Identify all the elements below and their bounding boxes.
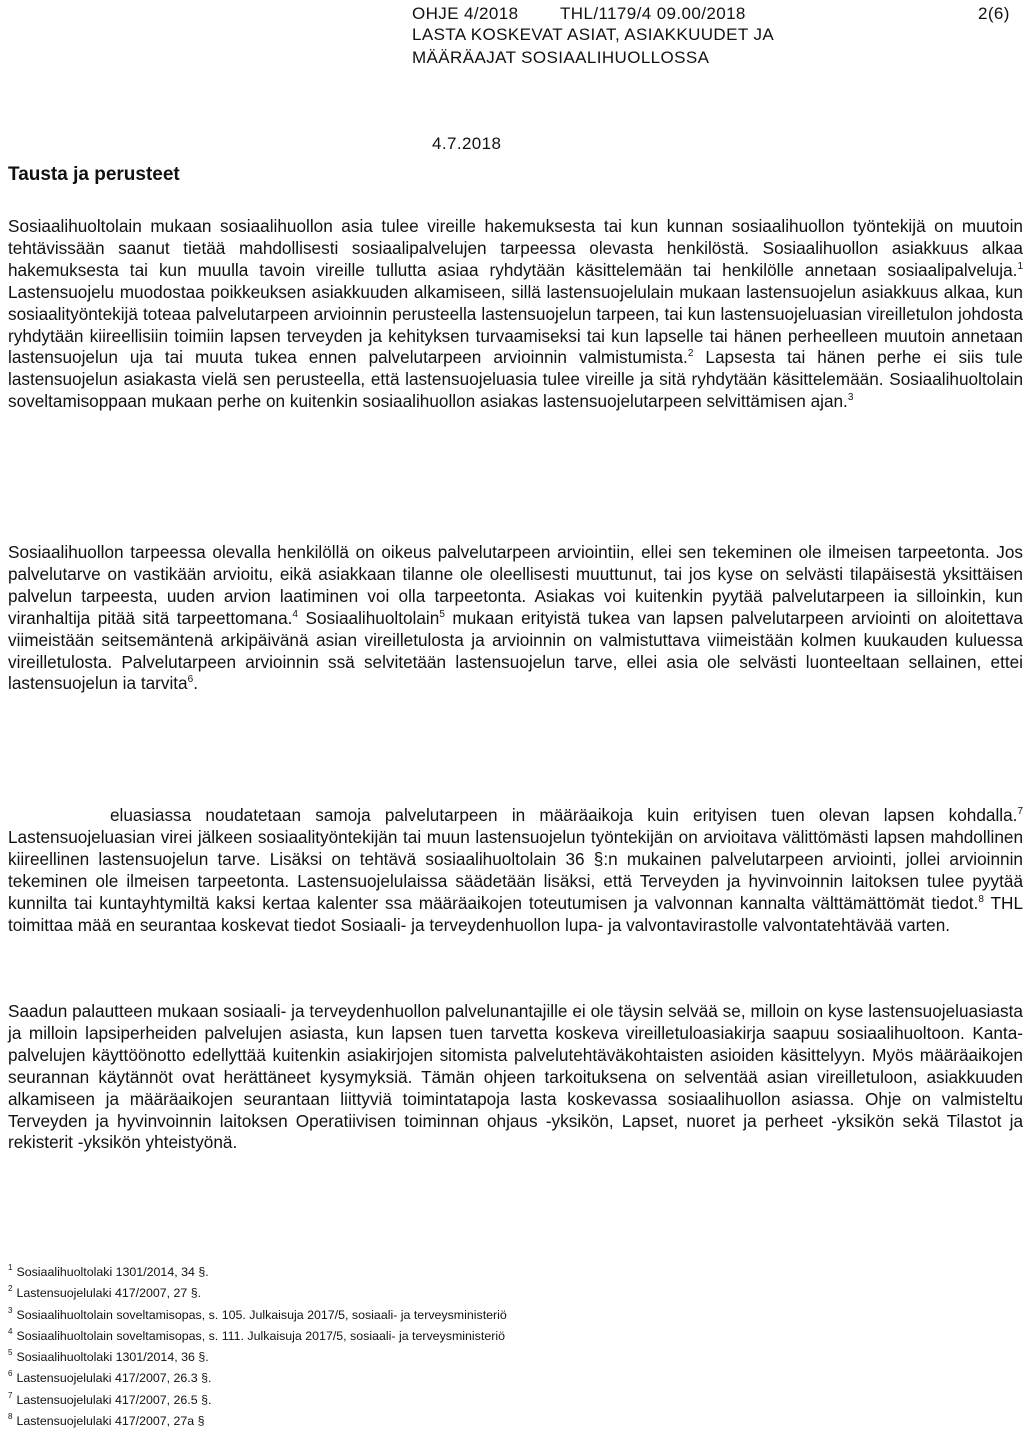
footnote-ref: 2: [687, 348, 694, 360]
doc-title-line2: MÄÄRÄAJAT SOSIAALIHUOLLOSSA: [412, 48, 710, 67]
footnote-number: 1: [8, 1263, 13, 1272]
section-title: Tausta ja perusteet: [8, 164, 180, 185]
footnote: [8, 1411, 507, 1432]
footnotes: [8, 1262, 507, 1432]
footnote-text: Sosiaalihuoltolain soveltamisopas, s. 111. Julkaisuja 2017/5, sosiaali- ja terveysministeriö: [16, 1328, 505, 1343]
footnote-number: 4: [8, 1326, 13, 1336]
footnote-number: 7: [8, 1390, 13, 1400]
header-meta-row: [412, 0, 1024, 23]
footnote: [8, 1262, 507, 1283]
footnote-ref: 5: [439, 608, 445, 620]
footnote-ref: 3: [847, 392, 854, 404]
paragraph-text: Lapsesta tai hänen perhe ei siis tule lastensuojelun asiakasta vielä sen perusteella, että lastensuojeluasia tulee vireille ja sitä ryhdytään käsittelemään. Sosiaalihuoltolain soveltamisoppaan mukaan perhe on kuitenkin sosiaalihuollon asiakas lastensuojelutarpeen selvittämisen ajan.: [8, 347, 1023, 412]
footnote: [8, 1305, 507, 1326]
footnote-text: Lastensuojelulaki 417/2007, 27a §: [16, 1414, 205, 1429]
footnote-ref: 7: [1017, 806, 1023, 817]
paragraph-text: eluasiassa noudatetaan samoja palvelutarpeen in määräaikoja kuin erityisen tuen olevan lapsen kohdalla.: [110, 805, 1018, 825]
paragraph-text: Lastensuojelu muodostaa poikkeuksen asiakkuuden alkamiseen, sillä lastensuojelulain mukaan lastensuojelun asiakkuus alkaa, kun sosiaalityöntekijä toteaa palvelutarpeen arvioinnin perusteella lastensuojelun tarpeen, tai kun lastensuojeluasian vireilletulon johdosta ryhdytään kiireellisiin toimiin lapsen terveyden ja kehityksen turvaamiseksi tai kun lapselle tai hänen perheelleen muutoin annetaan lastensuojelun uja tai muuta tukea ennen palvelutarpeen arvioinnin valmistumista.: [8, 281, 1023, 368]
footnote: [8, 1390, 507, 1411]
doc-title-line1: LASTA KOSKEVAT ASIAT, ASIAKKUUDET JA: [412, 25, 775, 44]
footnote-number: 6: [8, 1369, 13, 1379]
document-header: [412, 0, 1024, 155]
paragraph-text: Saadun palautteen mukaan sosiaali- ja terveydenhuollon palvelunantajille ei ole täysin selvää se, milloin on kyse lastensuojeluasiasta ja milloin lapsiperheiden palvelujen asiasta, kun lapsen tuen tarvetta koskeva vireilletuloasiakirja saapuu sosiaalihuoltoon. Kanta-palvelujen käyttöönotto edellyttää kuitenkin asiakirjojen sitomista palvelutehtäväkohtaisten asioiden käsittelyyn. Myös määräaikojen seurannan käytännöt ovat herättäneet kysymyksiä. Tämän ohjeen tarkoituksena on selventää asian vireilletuloon, asiakkuuden alkamiseen ja määräaikojen seurantaan liittyviä toimintatapoja lasta koskevassa sosiaalihuollon asiassa. Ohje on valmisteltu Terveyden ja hyvinvoinnin laitoksen Operatiivisen toiminnan ohjaus -yksikön, Lapset, nuoret ja perheet -yksikön sekä Tilastot ja rekisterit -yksikön yhteistyönä.: [8, 1001, 1023, 1153]
footnote-text: Lastensuojelulaki 417/2007, 27 §.: [16, 1286, 202, 1301]
footnote: [8, 1368, 507, 1389]
doc-id: OHJE 4/2018: [412, 4, 519, 23]
paragraph-text: Lastensuojeluasian virei jälkeen sosiaalityöntekijän tai muun lastensuojelun työntekijän on arvioitava välittömästi lapsen mahdollinen kiireellinen lastensuojelun tarve. Lisäksi on tehtävä sosiaalihuoltolain 36 §:n mukainen palvelutarpeen arviointi, jollei arvioinnin tekeminen ole ilmeisen tarpeetonta. Lastensuojelulaissa säädetään lisäksi, että Terveyden ja hyvinvoinnin laitoksen tulee pyytää kunnilta tai kuntayhtymiltä kaksi kertaa kalenter ssa määräaikojen toteutumisen ja valvonnan kannalta välttämättömät tiedot.: [8, 826, 1023, 913]
footnote: [8, 1283, 507, 1304]
footnote-ref: 1: [1017, 260, 1023, 272]
page-number: 2(6): [978, 4, 1010, 23]
footnote: [8, 1347, 507, 1368]
footnote-text: Lastensuojelulaki 417/2007, 26.3 §.: [16, 1371, 212, 1386]
paragraph-text: THL toimittaa mää en seurantaa koskevat tiedot Sosiaali- ja terveydenhuollon lupa- ja valvontavirastolle valvontatehtävää varten.: [8, 892, 1024, 935]
footnote-number: 3: [8, 1305, 13, 1315]
paragraph: [8, 216, 1023, 413]
paragraph-text: Sosiaalihuollon tarpeessa olevalla henkilöllä on oikeus palvelutarpeen arviointiin, ellei sen tekeminen ole ilmeisen tarpeetonta. Jos palvelutarve on vastikään arvioitu, eikä asiakkaan tilanne ole oleellisesti muuttunut, tai jos kyse on selvästi tilapäisestä yksittäisen palvelun tarpeesta, uuden arvion laatiminen voi olla tarpeetonta. Asiakas voi kuitenkin pyytää palvelutarpeen ia silloinkin, kun viranhaltija pitää sitä tarpeettomana.: [8, 542, 1023, 628]
footnote-number: 5: [8, 1348, 13, 1358]
footnote-text: Sosiaalihuoltolaki 1301/2014, 34 §.: [16, 1265, 209, 1279]
paragraph: [8, 542, 1023, 695]
paragraph: [8, 805, 1023, 936]
footnote-text: Lastensuojelulaki 417/2007, 26.5 §.: [16, 1392, 212, 1407]
footnote-text: Sosiaalihuoltolain soveltamisopas, s. 105. Julkaisuja 2017/5, sosiaali- ja terveysministeriö: [16, 1307, 507, 1322]
paragraph-text: Sosiaalihuoltolain mukaan sosiaalihuollon asia tulee vireille hakemuksesta tai kun kunnan sosiaalihuollon työntekijä on muutoin tehtävissään saanut tietää mahdollisesti sosiaalipalvelujen tarpeessa olevasta henkilöstä. Sosiaalihuollon asiakkuus alkaa hakemuksesta tai kun muulla tavoin vireille tullutta asiaa ryhdytään käsittelemään tai henkilölle annetaan sosiaalipalveluja.: [8, 216, 1023, 280]
footnote: [8, 1326, 507, 1347]
paragraph-text: Sosiaalihuoltolain: [297, 607, 440, 628]
footnote-ref: 6: [187, 674, 194, 686]
footnote-number: 2: [8, 1284, 13, 1294]
doc-ref: THL/1179/4 09.00/2018: [560, 4, 746, 23]
footnote-ref: 8: [978, 893, 984, 905]
footnote-ref: 4: [292, 608, 298, 620]
doc-date: 4.7.2018: [432, 134, 502, 153]
paragraph-text: mukaan erityistä tukea van lapsen palvelutarpeen arviointi on aloitettava viimeistään seitsemäntenä arkipäivänä asian vireilletulosta ja arvioinnin on valmistuttava viimeistään kolmen kuukauden kuluessa vireilletulosta. Palvelutarpeen arvioinnin ssä selvitetään lastensuojelun tarve, ellei asia ole selvästi luonteeltaan sellainen, ettei lastensuojelun ia tarvita: [8, 607, 1023, 694]
paragraph: [8, 1001, 1023, 1154]
paragraph-text: .: [193, 673, 198, 694]
footnote-number: 8: [8, 1412, 13, 1422]
footnote-text: Sosiaalihuoltolaki 1301/2014, 36 §.: [16, 1350, 209, 1365]
